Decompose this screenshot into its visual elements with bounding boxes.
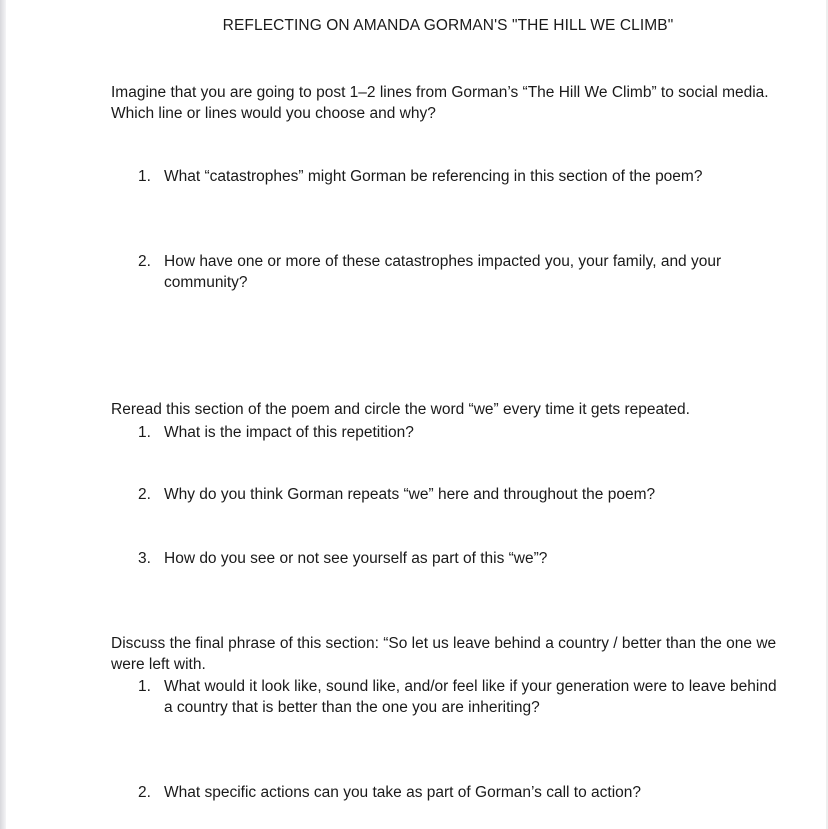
question-text: Why do you think Gorman repeats “we” here and throughout the poem? [164,486,656,503]
question-number: 1. [138,168,151,185]
section1-question-1 [138,166,788,187]
section2-question-3 [138,548,788,569]
question-number: 2. [138,486,151,503]
question-text: How do you see or not see yourself as part of this “we”? [164,550,548,567]
question-number: 3. [138,550,151,567]
question-number: 2. [138,253,151,270]
section1-prompt: Imagine that you are going to post 1–2 lines from Gorman’s “The Hill We Climb” to social media. Which line or lines would you choose and why? [111,84,769,122]
question-number: 2. [138,784,151,801]
question-text: What “catastrophes” might Gorman be referencing in this section of the poem? [164,168,703,185]
section3-question-2 [138,782,788,803]
section2-question-1 [138,422,788,443]
question-text: What specific actions can you take as part of Gorman’s call to action? [164,784,642,801]
section2-question-2 [138,484,788,505]
question-text: How have one or more of these catastrophes impacted you, your family, and your community? [164,253,722,291]
section1-question-2 [138,251,758,293]
section3-prompt: Discuss the final phrase of this section: “So let us leave behind a country / better than the one we were left with. [111,635,777,673]
question-number: 1. [138,678,151,695]
page-title: REFLECTING ON AMANDA GORMAN'S "THE HILL WE CLIMB" [222,17,674,34]
question-text: What would it look like, sound like, and/or feel like if your generation were to leave behind a country that is better than the one you are inheriting? [164,678,777,716]
section2-prompt: Reread this section of the poem and circle the word “we” every time it gets repeated. [111,401,690,418]
question-text: What is the impact of this repetition? [164,424,414,441]
section3-question-1 [138,676,778,718]
question-number: 1. [138,424,151,441]
